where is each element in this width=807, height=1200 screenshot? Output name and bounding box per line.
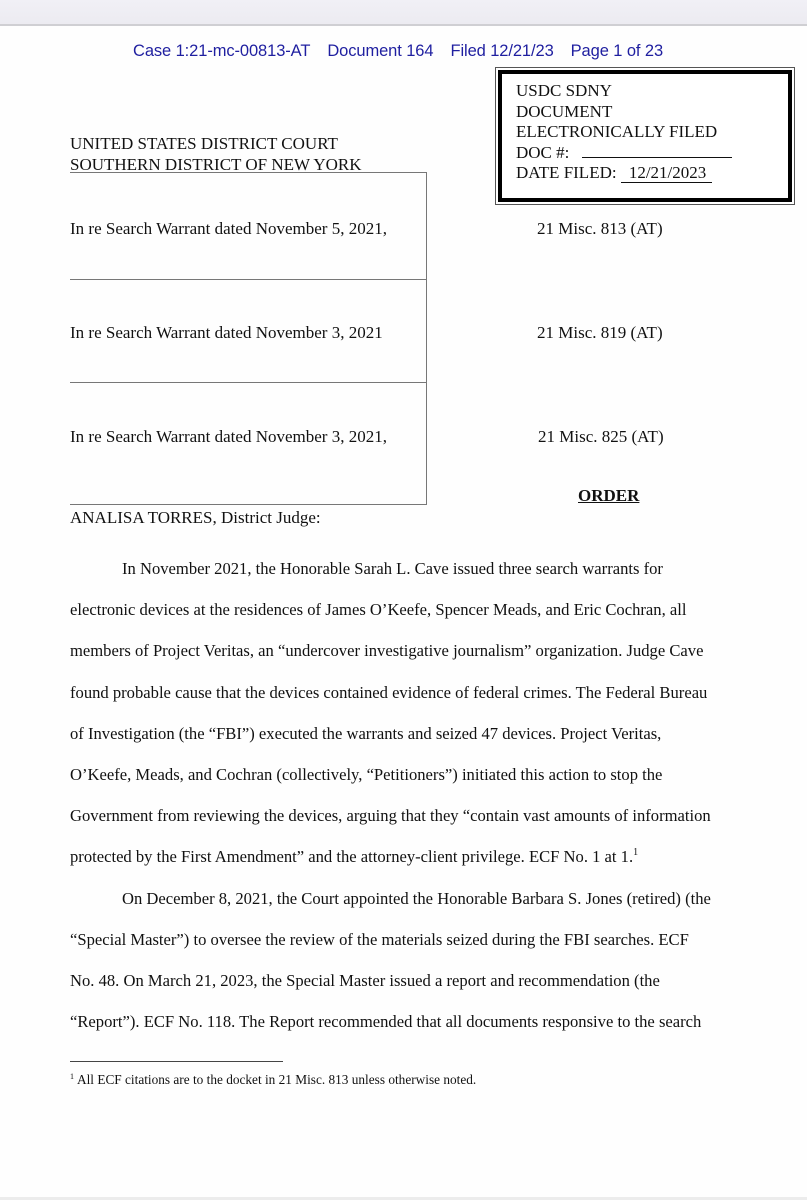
- case-number: 21 Misc. 813 (AT): [537, 219, 663, 238]
- body-line-text: protected by the First Amendment” and the attorney-client privilege. ECF No. 1 at 1.: [70, 847, 634, 867]
- footnote-marker: 1: [70, 1072, 74, 1081]
- stamp-electronically-filed: ELECTRONICALLY FILED: [516, 122, 718, 141]
- filing-stamp-inner: [498, 70, 792, 202]
- court-name: [70, 133, 362, 175]
- stamp-document: DOCUMENT: [516, 101, 613, 121]
- caption-bottom-rule: [70, 504, 427, 505]
- body-line: “Report”). ECF No. 118. The Report recommended that all documents responsive to the search: [70, 1012, 702, 1032]
- ecf-document-number: Document 164: [327, 42, 434, 60]
- stamp-date-label: DATE FILED:: [516, 163, 617, 182]
- case-number: 21 Misc. 819 (AT): [537, 323, 663, 342]
- stamp-doc-blank: [582, 143, 732, 158]
- court-name-line1: UNITED STATES DISTRICT COURT: [70, 134, 338, 153]
- case-number: 21 Misc. 825 (AT): [538, 427, 664, 446]
- caption-separator: [70, 382, 427, 383]
- judge-line: ANALISA TORRES, District Judge:: [70, 508, 321, 527]
- body-line: found probable cause that the devices contained evidence of federal crimes. The Federal Bureau: [70, 682, 708, 702]
- footnote-text: All ECF citations are to the docket in 21 Misc. 813 unless otherwise noted.: [77, 1072, 477, 1087]
- body-line: “Special Master”) to oversee the review of the materials seized during the FBI searches. ECF: [70, 929, 689, 949]
- body-line: members of Project Veritas, an “undercover investigative journalism” organization. Judge Cave: [70, 641, 704, 661]
- court-name-line2: SOUTHERN DISTRICT OF NEW YORK: [70, 155, 362, 174]
- body-line: Government from reviewing the devices, arguing that they “contain vast amounts of information: [70, 806, 711, 826]
- filing-stamp: [495, 67, 795, 205]
- body-line: In November 2021, the Honorable Sarah L. Cave issued three search warrants for: [122, 559, 663, 578]
- caption-vertical-rule: [426, 172, 427, 505]
- body-line: O’Keefe, Meads, and Cochran (collectively, “Petitioners”) initiated this action to stop the: [70, 765, 663, 785]
- body-line: On December 8, 2021, the Court appointed the Honorable Barbara S. Jones (retired) (the: [122, 888, 711, 908]
- body-line: electronic devices at the residences of James O’Keefe, Spencer Meads, and Eric Cochran, all: [70, 600, 687, 620]
- case-title: In re Search Warrant dated November 3, 2021,: [70, 427, 387, 446]
- viewer-top-bar: [0, 0, 807, 26]
- case-title: In re Search Warrant dated November 3, 2021: [70, 323, 383, 342]
- paragraph-2: [70, 878, 760, 1043]
- body-line-with-footnote: [70, 836, 760, 877]
- ecf-filed-date: Filed 12/21/23: [450, 42, 554, 60]
- order-title: ORDER: [578, 486, 640, 505]
- stamp-doc-number: [516, 143, 788, 164]
- stamp-doc-label: DOC #:: [516, 142, 570, 162]
- footnote: [70, 1072, 476, 1088]
- body-line: of Investigation (the “FBI”) executed the warrants and seized 47 devices. Project Veritas,: [70, 723, 662, 743]
- paragraph-1: [70, 548, 760, 878]
- stamp-date-filed: [516, 163, 788, 184]
- ecf-case-number: Case 1:21-mc-00813-AT: [133, 42, 311, 60]
- caption-separator: [70, 279, 427, 280]
- ecf-page-count: Page 1 of 23: [570, 42, 664, 60]
- footnote-ref[interactable]: 1: [633, 847, 639, 859]
- case-title: In re Search Warrant dated November 5, 2021,: [70, 219, 387, 238]
- order-body: [70, 548, 760, 1042]
- stamp-date-value: 12/21/2023: [621, 163, 712, 183]
- footnote-rule: [70, 1061, 283, 1062]
- body-line: No. 48. On March 21, 2023, the Special Master issued a report and recommendation (the: [70, 971, 660, 991]
- stamp-court: USDC SDNY: [516, 81, 612, 100]
- ecf-header: [133, 42, 680, 61]
- caption-top-rule: [70, 172, 427, 173]
